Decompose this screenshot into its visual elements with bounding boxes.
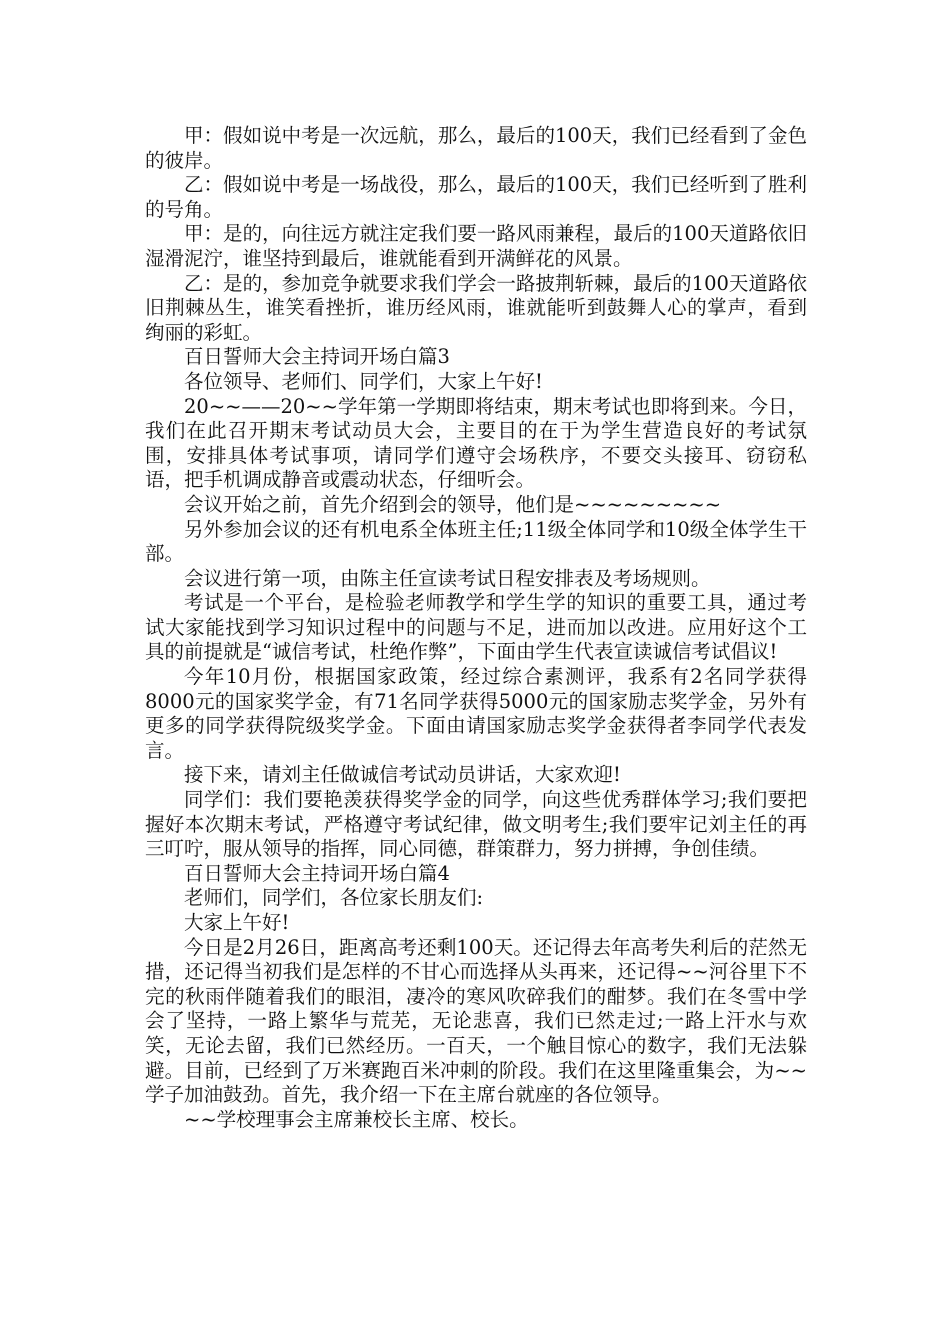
paragraph: ~~学校理事会主席兼校长主席、校长。 — [184, 1107, 529, 1131]
paragraph: 甲：假如说中考是一次远航，那么，最后的100天，我们已经看到了金色的彼岸。 — [145, 124, 807, 172]
paragraph: 今年10月份，根据国家政策，经过综合素测评，我系有2名同学获得8000元的国家奖学金，有71名同学获得5000元的国家励志奖学金，另外有更多的同学获得院级奖学金。下面由请国家励志奖学金获得者李同学代表发言。 — [145, 665, 807, 762]
paragraph: 会议开始之前，首先介绍到会的领导，他们是~~~~~~~~~ — [184, 492, 722, 516]
paragraph: 会议进行第一项，由陈主任宣读考试日程安排表及考场规则。 — [184, 566, 711, 590]
paragraph: 同学们：我们要艳羡获得奖学金的同学，向这些优秀群体学习;我们要把握好本次期末考试，严格遵守考试纪律，做文明考生;我们要牢记刘主任的再三叮咛，服从领导的指挥，同心同德，群策群力，努力拼搏，争创佳绩。 — [145, 788, 807, 861]
paragraph: 老师们，同学们，各位家长朋友们: — [184, 886, 484, 910]
paragraph: 20~~——20~~学年第一学期即将结束，期末考试也即将到来。今日，我们在此召开期末考试动员大会，主要目的在于为学生营造良好的考试氛围，安排具体考试事项，请同学们遵守会场秩序，不要交头接耳、窃窃私语，把手机调成静音或震动状态，仔细听会。 — [145, 394, 807, 492]
paragraph: 今日是2月26日，距离高考还剩100天。还记得去年高考失利后的茫然无措，还记得当初我们是怎样的不甘心而选择从头再来，还记得~~河谷里下不完的秋雨伴随着我们的眼泪，凄冷的寒风吹碎我们的酣梦。我们在冬雪中学会了坚持，一路上繁华与荒芜，无论悲喜，我们已然走过;一路上汗水与欢笑，无论去留，我们已然经历。一百天，一个触目惊心的数字，我们无法躲避。目前，已经到了万米赛跑百米冲刺的阶段。我们在这里隆重集会，为~~学子加油鼓劲。首先，我介绍一下在主席台就座的各位领导。 — [145, 935, 807, 1107]
paragraph: 甲：是的，向往远方就注定我们要一路风雨兼程，最后的100天道路依旧湿滑泥泞，谁坚持到最后，谁就能看到开满鲜花的风景。 — [145, 222, 807, 270]
paragraph: 乙：假如说中考是一场战役，那么，最后的100天，我们已经听到了胜利的号角。 — [145, 173, 807, 221]
section-heading: 百日誓师大会主持词开场白篇3 — [184, 345, 450, 369]
paragraph: 各位领导、老师们、同学们，大家上午好! — [184, 369, 543, 393]
paragraph: 接下来，请刘主任做诚信考试动员讲话，大家欢迎! — [184, 763, 621, 787]
paragraph: 大家上午好! — [184, 911, 290, 934]
paragraph: 考试是一个平台，是检验老师教学和学生学的知识的重要工具，通过考试大家能找到学习知识过程中的问题与不足，进而加以改进。应用好这个工具的前提就是“诚信考试，杜绝作弊”，下面由学生代表宣读诚信考试倡议! — [145, 591, 807, 664]
paragraph: 乙：是的，参加竞争就要求我们学会一路披荆斩棘，最后的100天道路依旧荆棘丛生，谁笑看挫折，谁历经风雨，谁就能听到鼓舞人心的掌声，看到绚丽的彩虹。 — [145, 271, 807, 344]
section-heading: 百日誓师大会主持词开场白篇4 — [184, 861, 450, 885]
document-body — [145, 124, 807, 1132]
paragraph: 另外参加会议的还有机电系全体班主任;11级全体同学和10级全体学生干部。 — [145, 517, 807, 566]
